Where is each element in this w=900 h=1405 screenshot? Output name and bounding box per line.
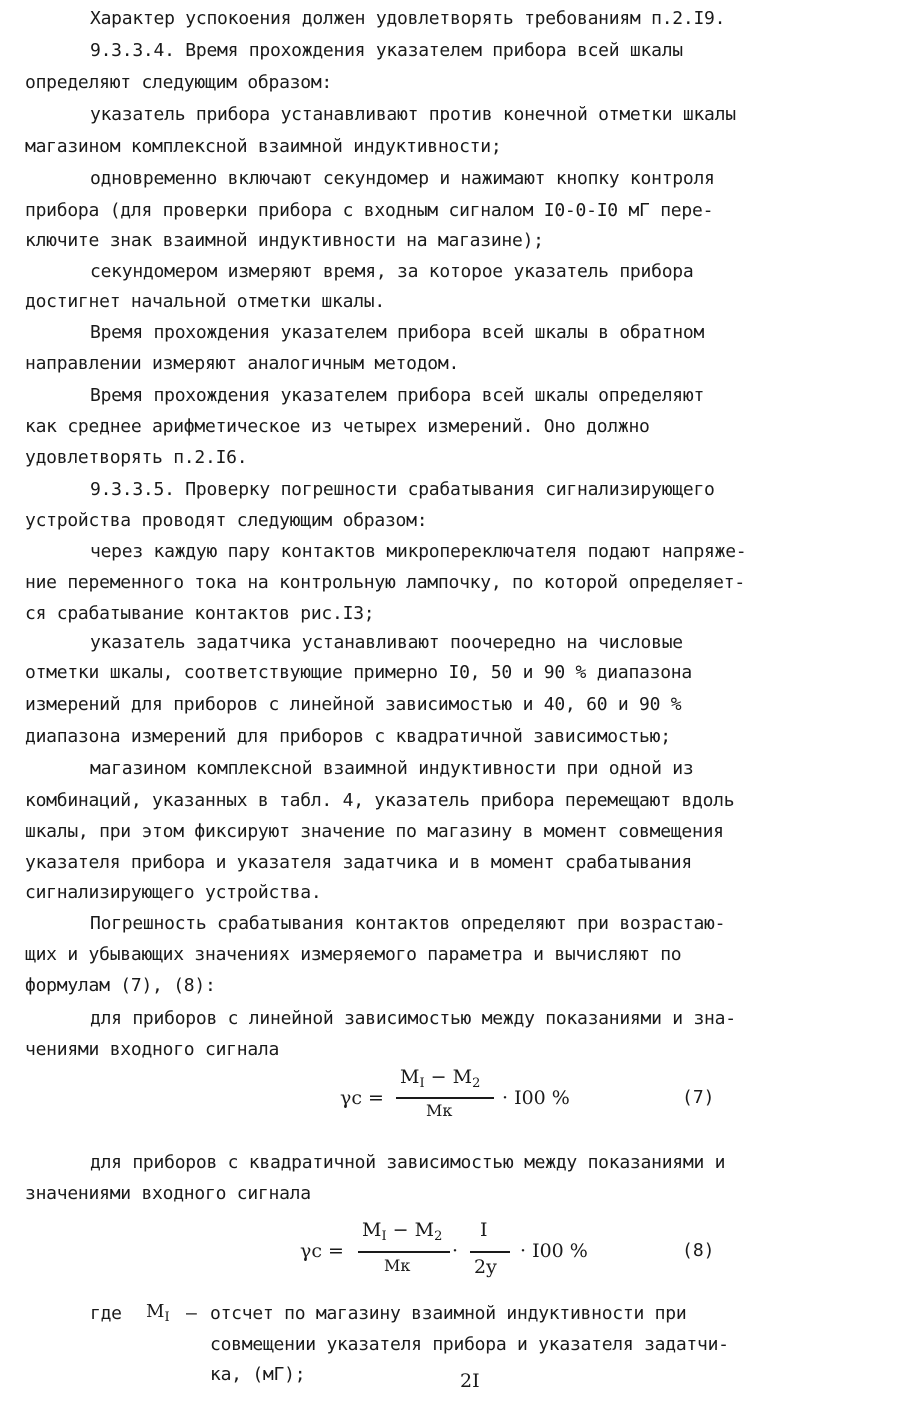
text-line: ся срабатывание контактов рис.I3; bbox=[25, 603, 375, 624]
text-line: 9.3.3.4. Время прохождения указателем прибора всей шкалы bbox=[90, 40, 683, 61]
text-line: магазином комплексной взаимной индуктивности при одной из bbox=[90, 758, 694, 779]
text-line: комбинаций, указанных в табл. 4, указатель прибора перемещают вдоль bbox=[25, 790, 735, 811]
formula-number: (8) bbox=[682, 1240, 715, 1261]
text-line: Характер успокоения должен удовлетворять требованиям п.2.I9. bbox=[90, 8, 726, 29]
where-line: совмещении указателя прибора и указателя задатчи- bbox=[210, 1334, 729, 1355]
text-line: Погрешность срабатывания контактов определяют при возрастаю- bbox=[90, 913, 726, 934]
numerator-term: M bbox=[362, 1219, 382, 1241]
minus-sign: − bbox=[430, 1066, 447, 1088]
numerator-subscript: I bbox=[419, 1076, 425, 1091]
text-line: сигнализирующего устройства. bbox=[25, 882, 322, 903]
text-line: щих и убывающих значениях измеряемого параметра и вычисляют по bbox=[25, 944, 682, 965]
text-line: измерений для приборов с линейной зависимостью и 40, 60 и 90 % bbox=[25, 694, 682, 715]
formula-numerator bbox=[400, 1066, 480, 1091]
text-line: 9.3.3.5. Проверку погрешности срабатывания сигнализирующего bbox=[90, 479, 715, 500]
where-line: отсчет по магазину взаимной индуктивности при bbox=[210, 1303, 687, 1324]
text-line: диапазона измерений для приборов с квадратичной зависимостью; bbox=[25, 726, 671, 747]
text-line: указателя прибора и указателя задатчика и в момент срабатывания bbox=[25, 852, 692, 873]
page-number: 2I bbox=[460, 1370, 480, 1392]
text-line: указатель задатчика устанавливают поочередно на числовые bbox=[90, 632, 683, 653]
symbol-term: M bbox=[146, 1301, 165, 1322]
text-line: отметки шкалы, соответствующие примерно I0, 50 и 90 % диапазона bbox=[25, 662, 692, 683]
text-line: для приборов с линейной зависимостью между показаниями и зна- bbox=[90, 1008, 736, 1029]
text-line: Время прохождения указателем прибора всей шкалы в обратном bbox=[90, 322, 705, 343]
symbol-subscript: I bbox=[164, 1310, 170, 1325]
where-symbol bbox=[146, 1301, 170, 1325]
numerator-term: M bbox=[400, 1066, 420, 1088]
fraction-bar bbox=[470, 1251, 510, 1253]
where-line: ка, (мГ); bbox=[210, 1364, 306, 1385]
formula-numerator bbox=[362, 1219, 442, 1244]
numerator-subscript: I bbox=[381, 1229, 387, 1244]
formula-numerator-2: I bbox=[480, 1219, 488, 1241]
text-line: одновременно включают секундомер и нажимают кнопку контроля bbox=[90, 168, 715, 189]
numerator-subscript: 2 bbox=[434, 1229, 443, 1244]
formula-lhs: γc = bbox=[340, 1087, 384, 1109]
text-line: шкалы, при этом фиксируют значение по магазину в момент совмещения bbox=[25, 821, 724, 842]
formula-multiplier: · I00 % bbox=[520, 1240, 588, 1262]
formula-denominator: Mк bbox=[426, 1101, 453, 1120]
text-line: ключите знак взаимной индуктивности на магазине); bbox=[25, 230, 544, 251]
text-line: удовлетворять п.2.I6. bbox=[25, 447, 248, 468]
numerator-subscript: 2 bbox=[472, 1076, 481, 1091]
text-line: ние переменного тока на контрольную лампочку, по которой определяет- bbox=[25, 572, 745, 593]
where-label: где bbox=[90, 1303, 122, 1324]
text-line: Время прохождения указателем прибора всей шкалы определяют bbox=[90, 385, 705, 406]
text-line: чениями входного сигнала bbox=[25, 1039, 280, 1060]
text-line: прибора (для проверки прибора с входным сигналом I0-0-I0 мГ пере- bbox=[25, 200, 714, 221]
text-line: магазином комплексной взаимной индуктивности; bbox=[25, 136, 502, 157]
formula-dot: · bbox=[452, 1240, 459, 1262]
fraction-bar bbox=[396, 1097, 494, 1099]
minus-sign: − bbox=[392, 1219, 409, 1241]
text-line: секундомером измеряют время, за которое указатель прибора bbox=[90, 261, 694, 282]
text-line: для приборов с квадратичной зависимостью между показаниями и bbox=[90, 1152, 726, 1173]
fraction-bar bbox=[358, 1251, 450, 1253]
text-line: достигнет начальной отметки шкалы. bbox=[25, 291, 385, 312]
text-line: определяют следующим образом: bbox=[25, 72, 333, 93]
numerator-term: M bbox=[452, 1066, 473, 1088]
formula-number: (7) bbox=[682, 1087, 715, 1108]
formula-denominator-2: 2y bbox=[474, 1256, 497, 1278]
text-line: как среднее арифметическое из четырех измерений. Оно должно bbox=[25, 416, 650, 437]
formula-multiplier: · I00 % bbox=[502, 1087, 570, 1109]
formula-lhs: γc = bbox=[300, 1240, 344, 1262]
numerator-term: M bbox=[414, 1219, 435, 1241]
text-line: значениями входного сигнала bbox=[25, 1183, 311, 1204]
formula-denominator: Mк bbox=[384, 1256, 411, 1275]
text-line: указатель прибора устанавливают против конечной отметки шкалы bbox=[90, 104, 736, 125]
text-line: устройства проводят следующим образом: bbox=[25, 510, 428, 531]
where-dash: – bbox=[186, 1303, 197, 1324]
text-line: формулам (7), (8): bbox=[25, 975, 216, 996]
text-line: направлении измеряют аналогичным методом. bbox=[25, 353, 460, 374]
text-line: через каждую пару контактов микропереключателя подают напряже- bbox=[90, 541, 747, 562]
